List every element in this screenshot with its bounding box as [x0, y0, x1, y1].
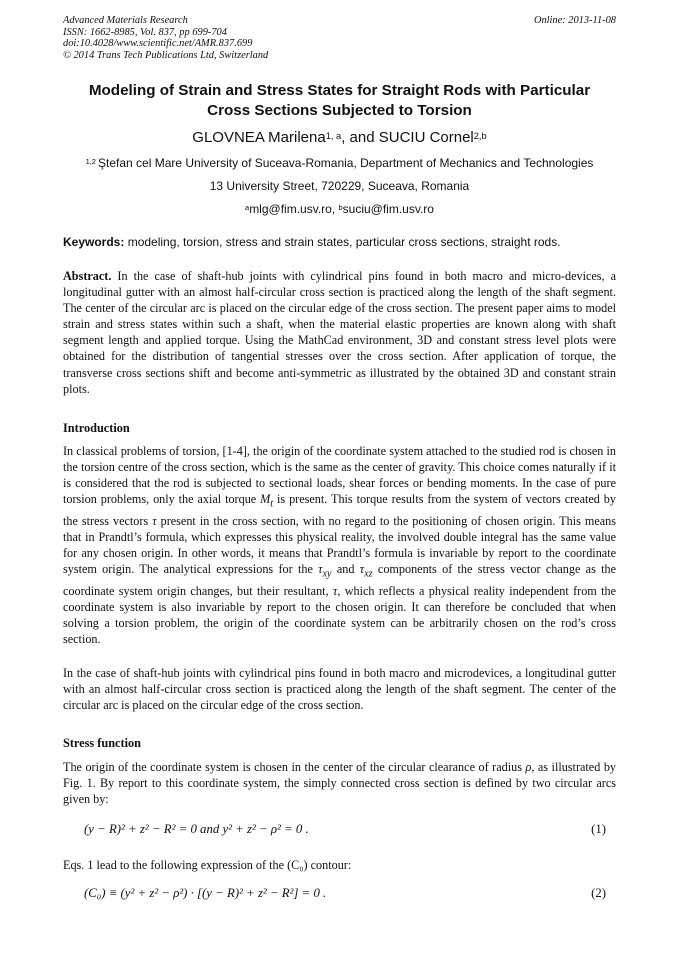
equation-2-number: (2)	[591, 886, 606, 900]
title-line-1: Modeling of Strain and Stress States for Straight Rods with Particular	[88, 82, 591, 99]
symbol-tau: τ	[332, 583, 338, 598]
sf-text-a: The origin of the coordinate system is chosen in the center of the circular clearance of radius	[63, 760, 526, 774]
txz-subscript: xz	[364, 568, 373, 580]
issn-line: ISSN: 1662-8985, Vol. 837, pp 699-704	[63, 26, 227, 38]
symbol-tau-xy	[318, 562, 332, 580]
equation-1: (y − R)² + z² − R² = 0 and y² + z² − ρ² = 0 .	[84, 822, 309, 836]
keywords-text: modeling, torsion, stress and strain states, particular cross sections, straight rods.	[124, 235, 561, 249]
intro-text-d: components of the stress vector change as the coordinate system origin changes, but their resultant,	[63, 562, 616, 598]
equation-2: (C₀) ≡ (y² + z² − ρ²) · [(y − R)² + z² − R²] = 0 .	[84, 886, 327, 900]
introduction-paragraph-2: In the case of shaft-hub joints with cylindrical pins found in both macro and microdevices, a longitudinal gutter with an almost half-circular cross section is practiced along the length of the shaft segment. The center of the circular arc is placed on the circular edge of the cross section.	[63, 666, 616, 713]
author-1-sup: 1, a	[325, 130, 342, 141]
heading-stress-function: Stress function	[63, 736, 142, 750]
doi-line: doi:10.4028/www.scientific.net/AMR.837.699	[63, 38, 253, 49]
symbol-mt	[260, 492, 274, 510]
author-2-sup: 2,b	[473, 130, 487, 141]
mt-subscript: t	[270, 498, 274, 510]
stress-function-paragraph-1	[63, 759, 616, 807]
intro-text-c: present in the cross section, with no regard to the positioning of chosen origin. This means that in Prandtl’s formula, which expresses this physical reality, the involved double integral has the same value for any chosen origin. In other words, it means that Prandtl’s formula is invariable by report to the coordinate system origin. The analytical expressions for the	[63, 513, 616, 577]
txz-letter: τ	[359, 562, 365, 577]
intro-text-b: is present. This torque results from the system of vectors created by the stress vectors	[63, 492, 616, 528]
copyright-line: © 2014 Trans Tech Publications Ltd, Switzerland	[63, 49, 269, 61]
introduction-paragraph-1	[63, 443, 616, 647]
affiliation-university: Ştefan cel Mare University of Suceava-Romania, Department of Mechanics and Technologies	[98, 156, 594, 170]
email-b: suciu@fim.usv.ro	[342, 202, 434, 216]
email-a: mlg@fim.usv.ro,	[249, 202, 339, 216]
journal-header	[63, 15, 616, 61]
symbol-rho: ρ	[525, 760, 532, 774]
abstract	[63, 268, 616, 397]
intro-and: and	[331, 562, 360, 577]
email-b-sup: b	[338, 203, 343, 213]
abstract-label: Abstract.	[63, 269, 112, 283]
keywords-label: Keywords:	[63, 235, 125, 249]
online-date: Online: 2013-11-08	[533, 15, 616, 26]
keywords	[63, 235, 616, 249]
sf-text-b: , as illustrated by Fig. 1. By report to this coordinate system, the simply connected cross section is defined by two circular arcs given by:	[63, 760, 617, 807]
mt-letter: M	[260, 492, 271, 507]
journal-name: Advanced Materials Research	[63, 15, 188, 26]
txy-subscript: xy	[322, 568, 332, 580]
paper-title	[63, 81, 616, 121]
author-separator: , and	[341, 129, 379, 146]
intro-text-a: In classical problems of torsion, [1-4], the origin of the coordinate system attached to the studied rod is chosen in the torsion centre of the cross section, which is the same as the center of gravity. This choice comes naturally if it is considered that the rod is subjected to sectional loads, shear forces or bending moments. In the case of pure torsion problems, only the axial torque	[63, 444, 616, 507]
email-a-sup: a	[245, 203, 250, 213]
symbol-tau-vector: τ	[152, 513, 157, 528]
affiliation-sup: 1,2	[85, 157, 99, 167]
author-2: SUCIU Cornel	[378, 129, 474, 146]
affiliation-line-2: 13 University Street, 720229, Suceava, Romania	[209, 179, 470, 193]
authors	[63, 129, 616, 147]
author-1: GLOVNEA Marilena	[192, 129, 326, 146]
txy-letter: τ	[318, 562, 323, 577]
equation-1-number: (1)	[591, 822, 606, 836]
symbol-tau-xz	[359, 562, 373, 580]
intro-text-e: , which reflects a physical reality independent from the coordinate system is also invariable by report to the chosen origin. It can therefore be concluded that when solving a torsion problem, the origin of the coordinate system can be arbitrarily chosen on the rod’s cross section.	[63, 583, 616, 646]
heading-introduction: Introduction	[63, 421, 130, 435]
title-line-2: Cross Sections Subjected to Torsion	[207, 102, 472, 119]
affiliation-line-1	[63, 156, 616, 170]
abstract-text: In the case of shaft-hub joints with cylindrical pins found in both macro and micro-devices, a longitudinal gutter with an almost half-circular cross section is practiced along the length of the shaft segment. The center of the circular arc is placed on the circular edge of the cross section. The present paper aims to model strain and stress states within such a shaft, when the material elastic properties are known along with shaft segment length and applied torque. Using the MathCad environment, 3D and constant stress level plots were obtained for the distribution of tangential stresses over the cross section. After application of torque, the transverse cross sections shift and become anti-symmetric as illustrated by the obtained 3D and constant strain plots.	[63, 269, 616, 396]
emails	[63, 202, 616, 216]
stress-function-paragraph-2: Eqs. 1 lead to the following expression of the (C₀) contour:	[63, 858, 352, 872]
